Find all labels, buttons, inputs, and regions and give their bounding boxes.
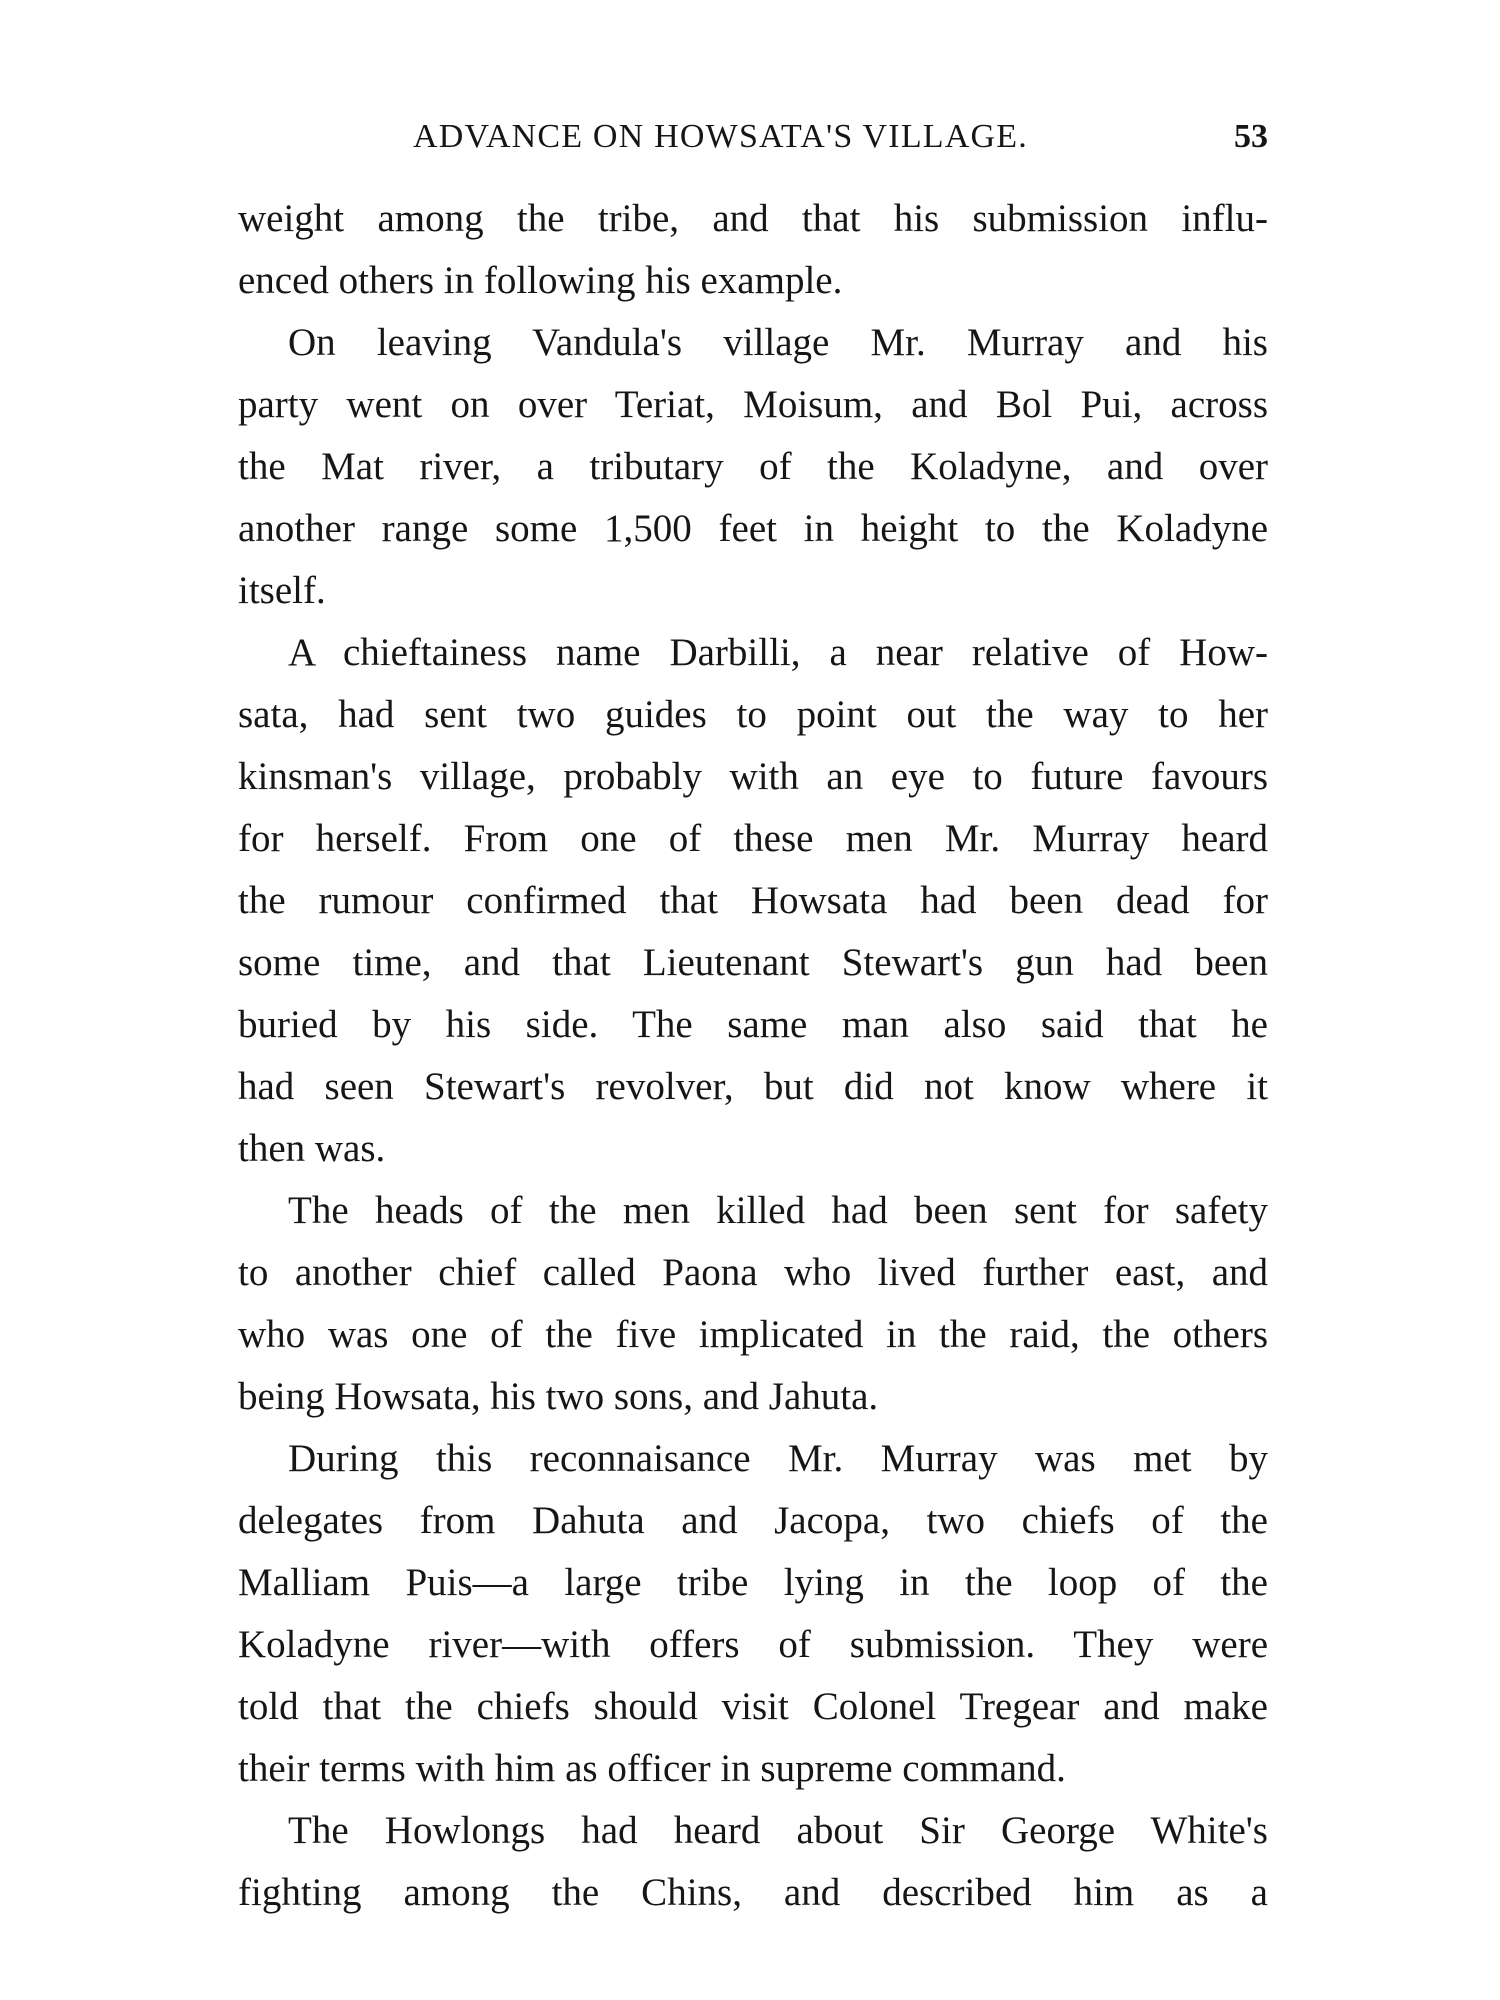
text-line: buried by his side. The same man also said that he: [238, 1003, 1268, 1046]
text-line: told that the chiefs should visit Colonel Tregear and make: [238, 1685, 1268, 1728]
text-line: had seen Stewart's revolver, but did not know where it: [238, 1065, 1268, 1108]
text-line: kinsman's village, probably with an eye to future favours: [238, 755, 1268, 798]
text-line: itself.: [238, 569, 326, 612]
text-line: enced others in following his example.: [238, 259, 843, 302]
text-line: then was.: [238, 1127, 386, 1170]
text-line: On leaving Vandula's village Mr. Murray and his: [288, 321, 1268, 364]
paragraph: [238, 188, 1268, 312]
text-line: delegates from Dahuta and Jacopa, two chiefs of the: [238, 1499, 1268, 1542]
text-line: some time, and that Lieutenant Stewart's gun had been: [238, 941, 1268, 984]
paragraph: [238, 1428, 1268, 1800]
page-number: 53: [1234, 118, 1268, 155]
text-line: the rumour confirmed that Howsata had been dead for: [238, 879, 1268, 922]
text-line: weight among the tribe, and that his submission influ-: [238, 197, 1268, 240]
running-title: ADVANCE ON HOWSATA'S VILLAGE.: [413, 118, 1028, 155]
text-line: Malliam Puis—a large tribe lying in the loop of the: [238, 1561, 1268, 1604]
text-line: Koladyne river—with offers of submission. They were: [238, 1623, 1268, 1666]
text-line: A chieftainess name Darbilli, a near relative of How-: [288, 631, 1268, 674]
text-line: the Mat river, a tributary of the Koladyne, and over: [238, 445, 1268, 488]
paragraph: [238, 622, 1268, 1180]
text-line: During this reconnaisance Mr. Murray was met by: [288, 1437, 1268, 1480]
text-line: who was one of the five implicated in the raid, the others: [238, 1313, 1268, 1356]
body-text: [238, 188, 1268, 1924]
text-line: fighting among the Chins, and described him as a: [238, 1871, 1268, 1914]
text-line: to another chief called Paona who lived further east, and: [238, 1251, 1268, 1294]
paragraph: [238, 312, 1268, 622]
text-line: another range some 1,500 feet in height to the Koladyne: [238, 507, 1268, 550]
text-line: for herself. From one of these men Mr. Murray heard: [238, 817, 1268, 860]
text-line: The Howlongs had heard about Sir George White's: [288, 1809, 1268, 1852]
text-line: party went on over Teriat, Moisum, and Bol Pui, across: [238, 383, 1268, 426]
running-head: [238, 112, 1268, 162]
paragraph: [238, 1180, 1268, 1428]
text-line: being Howsata, his two sons, and Jahuta.: [238, 1375, 879, 1418]
text-line: their terms with him as officer in supreme command.: [238, 1747, 1066, 1790]
text-line: The heads of the men killed had been sent for safety: [288, 1189, 1268, 1232]
text-line: sata, had sent two guides to point out the way to her: [238, 693, 1268, 736]
paragraph: [238, 1800, 1268, 1924]
